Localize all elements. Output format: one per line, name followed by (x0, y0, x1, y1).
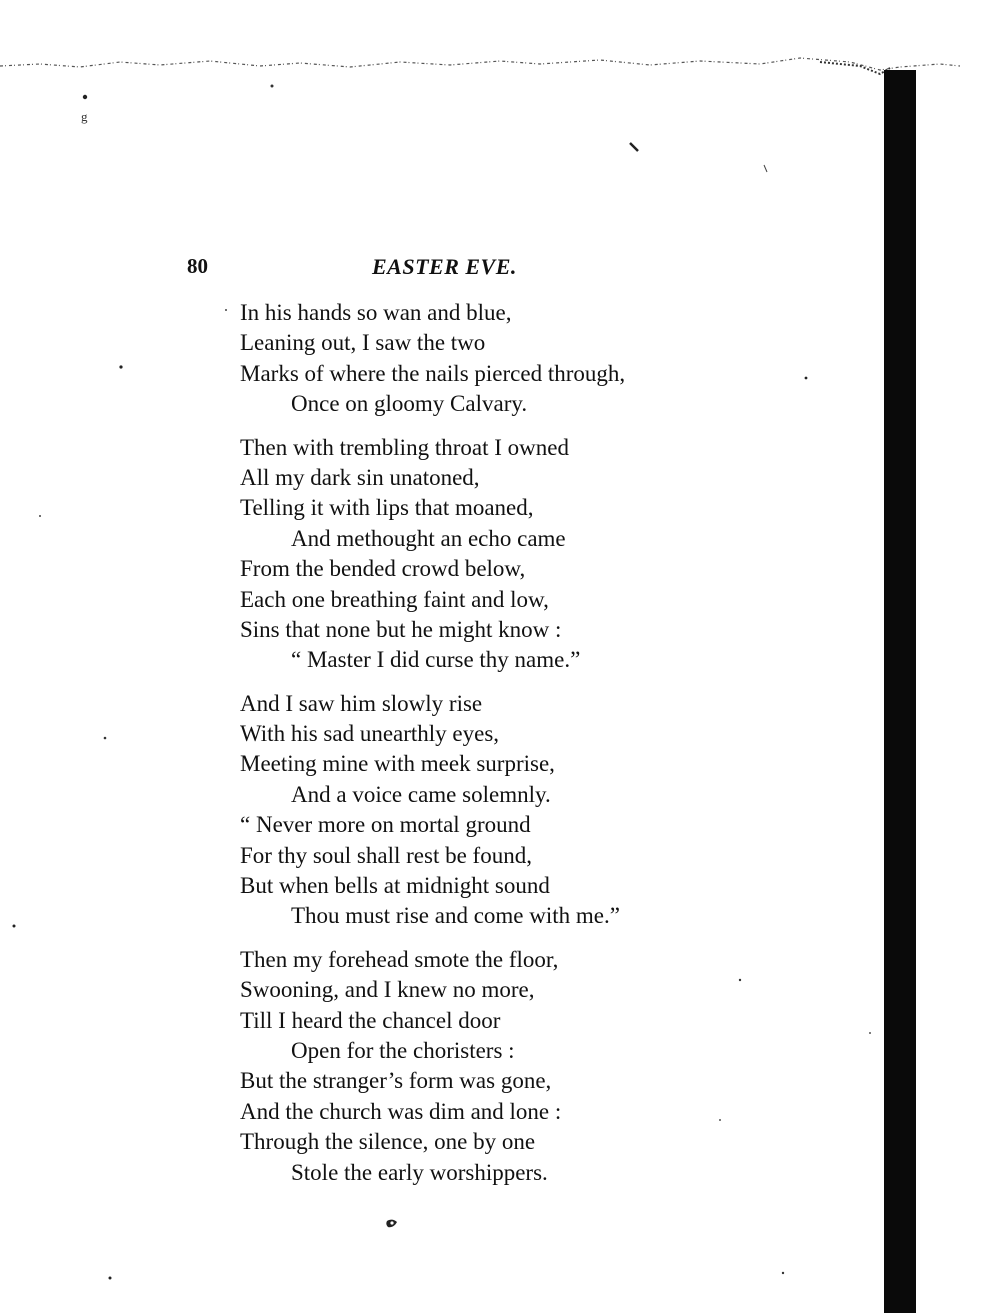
poem-line: Open for the choristers : (291, 1037, 515, 1063)
scan-noise-top (0, 52, 960, 80)
svg-text:g: g (81, 109, 88, 124)
poem-line: With his sad unearthly eyes, (240, 721, 500, 747)
poem-line: And the church was dim and lone : (240, 1098, 562, 1124)
poem-line: Sins that none but he might know : (240, 616, 562, 642)
poem-line: Marks of where the nails pierced through, (240, 360, 626, 386)
poem-line: Then my forehead smote the floor, (240, 946, 559, 972)
poem-line: “ Never more on mortal ground (240, 812, 531, 838)
poem-line: Through the silence, one by one (240, 1129, 536, 1155)
stanza (240, 689, 860, 932)
page-number: 80 (187, 254, 208, 278)
running-title: EASTER EVE. (372, 254, 517, 279)
poem-line: But when bells at midnight sound (240, 873, 550, 899)
stanza (240, 298, 860, 420)
poem-line: Swooning, and I knew no more, (240, 977, 535, 1003)
poem-line: Thou must rise and come with me.” (291, 903, 620, 929)
page-header (0, 252, 1000, 282)
poem-line: All my dark sin unatoned, (240, 464, 480, 490)
poem-line: And I saw him slowly rise (240, 690, 483, 716)
poem-line: Meeting mine with meek surprise, (240, 751, 555, 777)
poem-line: And a voice came solemnly. (291, 781, 551, 807)
stanza (240, 945, 860, 1188)
poem-line: “ Master I did curse thy name.” (291, 647, 581, 673)
poem-line: Each one breathing faint and low, (240, 586, 549, 612)
poem-line: For thy soul shall rest be found, (240, 842, 532, 868)
poem-line: Then with trembling throat I owned (240, 434, 569, 460)
stanza (240, 433, 860, 676)
poem-line: Stole the early worshippers. (291, 1159, 548, 1185)
poem-line: But the stranger’s form was gone, (240, 1068, 552, 1094)
poem-line: From the bended crowd below, (240, 556, 526, 582)
poem-line: Leaning out, I saw the two (240, 330, 486, 356)
poem-line: In his hands so wan and blue, (240, 300, 512, 325)
printer-ornament-icon (385, 1218, 399, 1230)
poem-line: Once on gloomy Calvary. (291, 391, 528, 417)
poem-line: Telling it with lips that moaned, (240, 495, 534, 521)
poem-body (240, 298, 860, 1201)
poem-line: And methought an echo came (291, 525, 566, 551)
poem-line: Till I heard the chancel door (240, 1007, 501, 1033)
